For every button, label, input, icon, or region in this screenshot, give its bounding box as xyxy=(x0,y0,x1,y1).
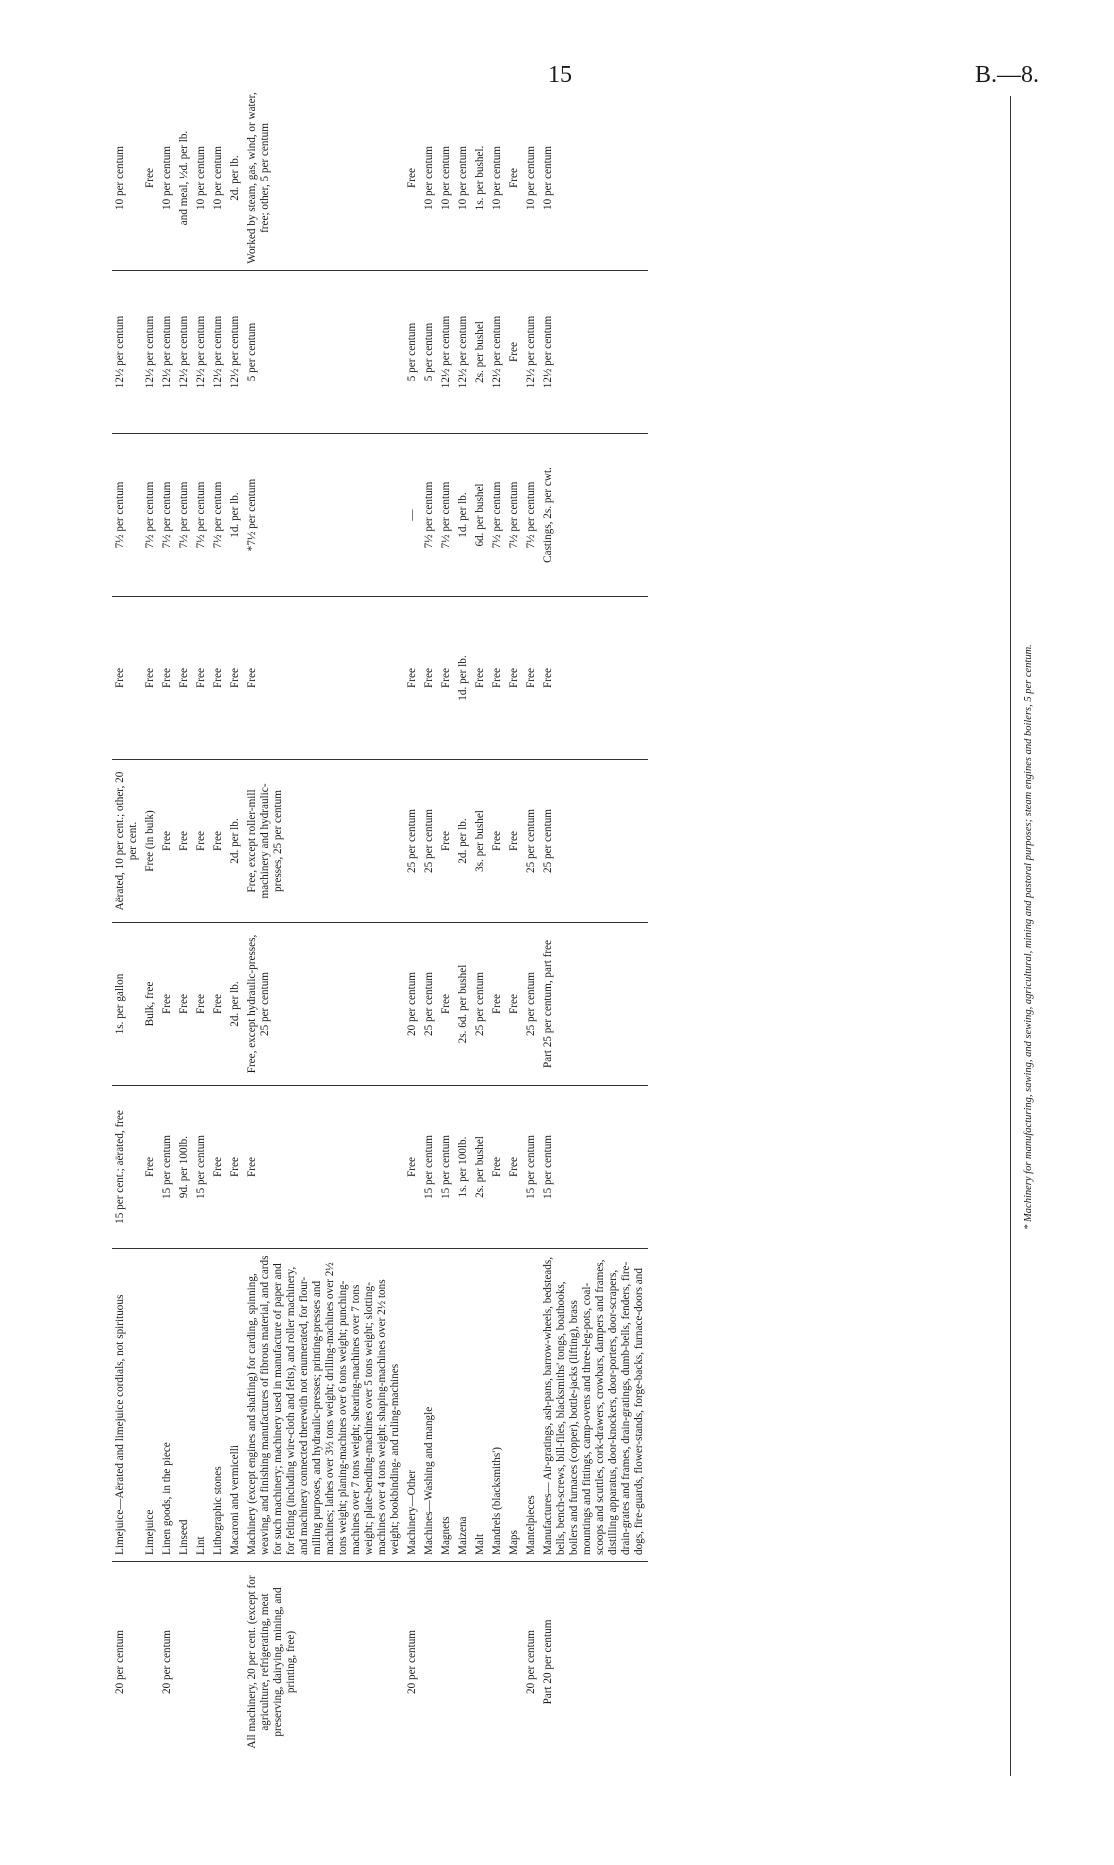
cell-base xyxy=(472,1562,489,1763)
cell-c2: 25 per centum xyxy=(421,923,438,1086)
table-row xyxy=(489,86,506,1762)
cell-base: Part 20 per centum xyxy=(542,1619,554,1705)
cell-c4: Free xyxy=(112,597,142,760)
cell-c5: 7½ per centum xyxy=(159,434,176,597)
cell-c4: Free xyxy=(142,597,159,760)
cell-c4: Free xyxy=(210,597,227,760)
cell-c1: Free xyxy=(404,1086,421,1249)
cell-c3: 25 per centum xyxy=(523,760,540,923)
cell-c6: 2s. per bushel xyxy=(472,271,489,434)
cell-c6: 12½ per centum xyxy=(540,271,648,434)
cell-c4: Free xyxy=(227,597,244,760)
cell-c1: Free xyxy=(227,1086,244,1249)
cell-article: Limejuice—Aërated and limejuice cordials, not spirituous xyxy=(112,1249,142,1562)
cell-c6: Free xyxy=(506,271,523,434)
cell-c2: 1s. per gallon xyxy=(112,923,142,1086)
cell-c7: Free xyxy=(404,86,421,271)
cell-c4: Free xyxy=(523,597,540,760)
cell-article: Lithographic stones xyxy=(210,1249,227,1562)
rotated-tariff-table xyxy=(112,92,1034,1762)
cell-c6: 12½ per centum xyxy=(489,271,506,434)
cell-c1: Free xyxy=(210,1086,227,1249)
table-row xyxy=(227,86,244,1762)
cell-c3: 25 per centum xyxy=(421,760,438,923)
cell-c2: Free xyxy=(489,923,506,1086)
cell-c2: Part 25 per centum, part free xyxy=(540,923,648,1086)
cell-c7: 10 per centum xyxy=(210,86,227,271)
cell-c3: Free, except roller-mill machinery and hydraulic-presses, 25 per centum xyxy=(244,760,404,923)
cell-c6: 12½ per centum xyxy=(193,271,210,434)
cell-c5: — xyxy=(404,434,421,597)
cell-c4: Free xyxy=(540,597,648,760)
footnote: * Machinery for manufacturing, sawing, and sewing, agricultural, mining and pastoral purposes; steam engines and boilers, 5 per centum. xyxy=(1023,644,1034,1230)
cell-base xyxy=(506,1562,523,1763)
page-code: B.—8. xyxy=(975,62,1040,88)
cell-c5: 1d. per lb. xyxy=(455,434,472,597)
cell-c3: Free xyxy=(438,760,455,923)
cell-c1: Free xyxy=(142,1086,159,1249)
cell-c7: 10 per centum xyxy=(438,86,455,271)
cell-c3: Free (in bulk) xyxy=(142,760,159,923)
cell-c7: and meal, ½d. per lb. xyxy=(176,86,193,271)
cell-c6: 12½ per centum xyxy=(112,271,142,434)
cell-c6: 12½ per centum xyxy=(523,271,540,434)
table-row xyxy=(244,86,404,1762)
page-number: 15 xyxy=(548,62,572,88)
cell-c5: 7½ per centum xyxy=(176,434,193,597)
table-row xyxy=(472,86,489,1762)
cell-c7: Free xyxy=(506,86,523,271)
cell-article: Magnets xyxy=(438,1249,455,1562)
cell-c7: Free xyxy=(142,86,159,271)
cell-base xyxy=(142,1562,159,1763)
cell-base: 20 per centum xyxy=(114,1630,126,1694)
cell-c2: Bulk, free xyxy=(142,923,159,1086)
cell-c6: 12½ per centum xyxy=(438,271,455,434)
table-row xyxy=(540,86,648,1762)
cell-base: 20 per centum xyxy=(525,1630,537,1694)
cell-c2: 25 per centum xyxy=(523,923,540,1086)
cell-c4: Free xyxy=(176,597,193,760)
cell-c2: Free, except hydraulic-presses, 25 per centum xyxy=(244,923,404,1086)
cell-c1: 15 per centum xyxy=(523,1086,540,1249)
cell-c1: 1s. per 100lb. xyxy=(455,1086,472,1249)
cell-c4: Free xyxy=(421,597,438,760)
table-row xyxy=(193,86,210,1762)
cell-c2: 2d. per lb. xyxy=(227,923,244,1086)
cell-article: Machines—Washing and mangle xyxy=(421,1249,438,1562)
cell-c7: 2d. per lb. xyxy=(227,86,244,271)
cell-c2: Free xyxy=(159,923,176,1086)
cell-c5: 1d. per lb. xyxy=(227,434,244,597)
cell-c1: 2s. per bushel xyxy=(472,1086,489,1249)
cell-c3: 2d. per lb. xyxy=(455,760,472,923)
cell-c1: Free xyxy=(489,1086,506,1249)
cell-article: Machinery—Other xyxy=(404,1249,421,1562)
cell-base xyxy=(193,1562,210,1763)
cell-c2: Free xyxy=(438,923,455,1086)
cell-base xyxy=(227,1562,244,1763)
cell-c5: 7½ per centum xyxy=(523,434,540,597)
cell-c4: Free xyxy=(506,597,523,760)
cell-base xyxy=(455,1562,472,1763)
cell-c5: *7½ per centum xyxy=(244,434,404,597)
cell-c2: 20 per centum xyxy=(404,923,421,1086)
cell-article: Maizena xyxy=(455,1249,472,1562)
table-row xyxy=(142,86,159,1762)
cell-c7: 10 per centum xyxy=(421,86,438,271)
cell-article: Manufactures— Air-gratings, ash-pans, barrow-wheels, bedsteads, bells, bench-screws, bill-files, blacksmiths' tongs, boathooks, boilers and furnaces (copper), bottle-jacks (lifting), brass mountings and fittings, camp-ovens and three-leg-pots, coal-scoops and scuttles, cork-drawers, crowbars, dampers and frames, distilling apparatus, door-knockers, door-porters, door-scrapers, drain-grates and frames, drain-gratings, dumb-bells, fenders, fire-dogs, fire-guards, flower-stands, forge-backs, furnace-doors and xyxy=(540,1249,648,1562)
cell-c5: 7½ per centum xyxy=(438,434,455,597)
cell-c7: 10 per centum xyxy=(455,86,472,271)
cell-c2: Free xyxy=(210,923,227,1086)
table-row xyxy=(210,86,227,1762)
cell-c2: 2s. 6d. per bushel xyxy=(455,923,472,1086)
tariff-table xyxy=(112,86,648,1762)
cell-article: Mantelpieces xyxy=(523,1249,540,1562)
cell-c3: Free xyxy=(159,760,176,923)
cell-c4: Free xyxy=(404,597,421,760)
cell-c6: 5 per centum xyxy=(421,271,438,434)
cell-c6: 12½ per centum xyxy=(455,271,472,434)
cell-c7: 10 per centum xyxy=(193,86,210,271)
cell-c7: 10 per centum xyxy=(523,86,540,271)
cell-c1: 15 per centum xyxy=(540,1086,648,1249)
cell-article: Macaroni and vermicelli xyxy=(227,1249,244,1562)
cell-base xyxy=(210,1562,227,1763)
cell-c3: Free xyxy=(506,760,523,923)
cell-c5: 7½ per centum xyxy=(112,434,142,597)
table-row xyxy=(421,86,438,1762)
cell-c6: 5 per centum xyxy=(404,271,421,434)
table-row xyxy=(112,86,142,1762)
cell-c4: Free xyxy=(489,597,506,760)
cell-c4: Free xyxy=(438,597,455,760)
cell-c5: 6d. per bushel xyxy=(472,434,489,597)
cell-c1: 15 per centum xyxy=(421,1086,438,1249)
cell-base: 20 per centum xyxy=(161,1630,173,1694)
cell-c4: Free xyxy=(193,597,210,760)
cell-article: Lint xyxy=(193,1249,210,1562)
cell-base: All machinery, 20 per cent. (except for agriculture, refrigerating, meat preserving, dairying, mining, and printing, free) xyxy=(246,1575,297,1749)
cell-base xyxy=(176,1562,193,1763)
cell-c5: 7½ per centum xyxy=(193,434,210,597)
cell-c3: Free xyxy=(489,760,506,923)
cell-c6: 12½ per centum xyxy=(227,271,244,434)
cell-c1: Free xyxy=(244,1086,404,1249)
cell-c2: 25 per centum xyxy=(472,923,489,1086)
table-row xyxy=(523,86,540,1762)
cell-c6: 12½ per centum xyxy=(210,271,227,434)
cell-article: Machinery (except engines and shafting) for carding, spinning, weaving, and finishing manufactures of fibrous material, and cards for such machinery; machinery used in manufacture of paper and for felting (including wire-cloth and felts), and roller machinery, and machinery connected therewith not enumerated, for flour-milling purposes, and hydraulic-presses; printing-presses and machines; lathes over 3½ tons weight; drilling-machines over 2½ tons weight; planing-machines over 6 tons weight; punching-machines over 7 tons weight; shearing-machines over 7 tons weight; plate-bending-machines over 5 tons weight; slotting-machines over 4 tons weight; shaping-machines over 2½ tons weight; bookbinding- and ruling-machines xyxy=(244,1249,404,1562)
cell-article: Maps xyxy=(506,1249,523,1562)
cell-c3: Aërated, 10 per cent.; other, 20 per cent. xyxy=(112,760,142,923)
table-row xyxy=(506,86,523,1762)
cell-c3: 2d. per lb. xyxy=(227,760,244,923)
cell-c7: 10 per centum xyxy=(540,86,648,271)
cell-c1: 15 per centum xyxy=(438,1086,455,1249)
cell-article: Mandrels (blacksmiths') xyxy=(489,1249,506,1562)
cell-c7: Worked by steam, gas, wind, or water, free; other, 5 per centum xyxy=(244,86,404,271)
cell-article: Linseed xyxy=(176,1249,193,1562)
cell-c6: 12½ per centum xyxy=(142,271,159,434)
cell-c7: 1s. per bushel. xyxy=(472,86,489,271)
cell-c7: 10 per centum xyxy=(112,86,142,271)
table-row xyxy=(404,86,421,1762)
cell-c7: 10 per centum xyxy=(159,86,176,271)
cell-base: 20 per centum xyxy=(406,1630,418,1694)
table-row xyxy=(159,86,176,1762)
cell-c6: 12½ per centum xyxy=(159,271,176,434)
cell-base xyxy=(421,1562,438,1763)
table-row xyxy=(176,86,193,1762)
cell-c2: Free xyxy=(506,923,523,1086)
cell-c3: 3s. per bushel xyxy=(472,760,489,923)
cell-c6: 12½ per centum xyxy=(176,271,193,434)
cell-c1: Free xyxy=(506,1086,523,1249)
cell-c5: 7½ per centum xyxy=(421,434,438,597)
cell-c3: 25 per centum xyxy=(540,760,648,923)
cell-c1: 15 per centum xyxy=(159,1086,176,1249)
cell-c2: Free xyxy=(193,923,210,1086)
cell-c4: Free xyxy=(244,597,404,760)
cell-c1: 15 per cent.; aërated, free xyxy=(112,1086,142,1249)
cell-c5: Castings, 2s. per cwt. xyxy=(540,434,648,597)
cell-c4: Free xyxy=(159,597,176,760)
table-row xyxy=(455,86,472,1762)
cell-c1: 9d. per 100lb. xyxy=(176,1086,193,1249)
cell-c5: 7½ per centum xyxy=(142,434,159,597)
table-row xyxy=(438,86,455,1762)
cell-c5: 7½ per centum xyxy=(210,434,227,597)
cell-c5: 7½ per centum xyxy=(489,434,506,597)
cell-article: Limejuice xyxy=(142,1249,159,1562)
cell-c4: Free xyxy=(472,597,489,760)
cell-c3: 25 per centum xyxy=(404,760,421,923)
cell-base xyxy=(489,1562,506,1763)
cell-c4: 1d. per lb. xyxy=(455,597,472,760)
cell-article: Linen goods, in the piece xyxy=(159,1249,176,1562)
cell-c3: Free xyxy=(193,760,210,923)
cell-c5: 7½ per centum xyxy=(506,434,523,597)
cell-c3: Free xyxy=(210,760,227,923)
cell-article: Malt xyxy=(472,1249,489,1562)
cell-c2: Free xyxy=(176,923,193,1086)
cell-c3: Free xyxy=(176,760,193,923)
cell-c6: 5 per centum xyxy=(244,271,404,434)
cell-base xyxy=(438,1562,455,1763)
cell-c7: 10 per centum xyxy=(489,86,506,271)
cell-c1: 15 per centum xyxy=(193,1086,210,1249)
